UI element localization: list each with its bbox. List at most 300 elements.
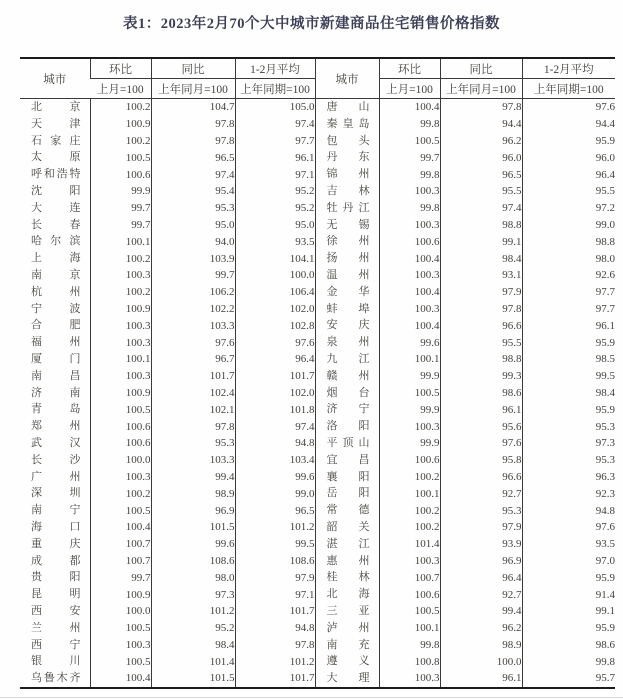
city-name: 泸 州 — [326, 621, 370, 634]
table-title: 表1：2023年2月70个大中城市新建商品住宅销售价格指数 — [123, 16, 500, 32]
city-cell-right — [315, 267, 379, 284]
mom-value-left: 100.9 — [90, 385, 151, 402]
header-row-1 — [20, 58, 615, 79]
avg-value-right: 97.3 — [522, 435, 615, 452]
table-row — [20, 351, 615, 368]
city-name: 南 宁 — [31, 504, 81, 517]
avg-value-right: 98.8 — [522, 233, 615, 250]
avg-value-right: 97.7 — [522, 284, 615, 301]
yoy-value-right: 97.8 — [440, 301, 522, 318]
yoy-value-right: 95.8 — [440, 452, 522, 469]
mom-value-right: 100.3 — [379, 301, 440, 318]
mom-value-right: 100.3 — [379, 553, 440, 570]
city-cell-right — [315, 401, 379, 418]
city-cell-left — [20, 233, 90, 250]
yoy-value-left: 104.7 — [151, 99, 235, 116]
mom-value-left: 100.0 — [90, 452, 151, 469]
yoy-value-left: 98.9 — [151, 485, 235, 502]
header-city-right: 城市 — [315, 58, 379, 99]
yoy-value-left: 95.3 — [151, 435, 235, 452]
avg-value-left: 101.2 — [235, 519, 315, 536]
city-cell-left — [20, 485, 90, 502]
avg-value-left: 103.4 — [235, 452, 315, 469]
city-name: 重 庆 — [31, 537, 81, 550]
yoy-value-left: 102.1 — [151, 401, 235, 418]
yoy-value-left: 95.3 — [151, 200, 235, 217]
mom-value-left: 100.2 — [90, 250, 151, 267]
mom-value-left: 100.5 — [90, 401, 151, 418]
city-name: 无 锡 — [326, 218, 370, 231]
mom-value-right: 100.2 — [379, 469, 440, 486]
city-cell-left — [20, 368, 90, 385]
city-cell-left — [20, 452, 90, 469]
header-avg-base-left: 上年同期=100 — [235, 79, 315, 99]
mom-value-right: 100.4 — [379, 284, 440, 301]
avg-value-right: 99.5 — [522, 368, 615, 385]
yoy-value-right: 97.9 — [440, 284, 522, 301]
mom-value-left: 99.7 — [90, 217, 151, 234]
yoy-value-right: 93.1 — [440, 267, 522, 284]
city-name: 北 京 — [31, 101, 81, 113]
yoy-value-right: 96.1 — [440, 401, 522, 418]
city-cell-left — [20, 217, 90, 234]
city-name: 石 家 庄 — [31, 134, 81, 147]
table-row — [20, 183, 615, 200]
yoy-value-right: 96.0 — [440, 149, 522, 166]
city-name: 宁 波 — [31, 302, 81, 315]
mom-value-right: 99.9 — [379, 401, 440, 418]
city-name: 赣 州 — [326, 369, 370, 382]
yoy-value-right: 96.2 — [440, 133, 522, 150]
avg-value-left: 94.8 — [235, 620, 315, 637]
mom-value-right: 100.3 — [379, 267, 440, 284]
table-row — [20, 637, 615, 654]
avg-value-left: 95.2 — [235, 200, 315, 217]
mom-value-right: 99.8 — [379, 200, 440, 217]
city-name: 桂 林 — [326, 571, 370, 584]
mom-value-left: 100.2 — [90, 284, 151, 301]
yoy-value-left: 101.7 — [151, 368, 235, 385]
mom-value-right: 100.4 — [379, 99, 440, 116]
avg-value-left: 97.8 — [235, 637, 315, 654]
yoy-value-right: 95.5 — [440, 183, 522, 200]
yoy-value-left: 103.9 — [151, 250, 235, 267]
avg-value-left: 104.1 — [235, 250, 315, 267]
city-name: 长 春 — [31, 218, 81, 231]
header-yoy-base-left: 上年同月=100 — [151, 79, 235, 99]
yoy-value-left: 99.7 — [151, 267, 235, 284]
city-name: 兰 州 — [31, 621, 81, 634]
yoy-value-left: 103.3 — [151, 452, 235, 469]
city-name: 蚌 埠 — [326, 302, 370, 315]
city-cell-left — [20, 502, 90, 519]
city-name: 厦 门 — [31, 352, 81, 365]
city-cell-left — [20, 653, 90, 670]
table-row — [20, 233, 615, 250]
avg-value-right: 97.2 — [522, 200, 615, 217]
yoy-value-right: 95.5 — [440, 334, 522, 351]
mom-value-left: 99.7 — [90, 200, 151, 217]
avg-value-left: 99.0 — [235, 485, 315, 502]
mom-value-right: 99.8 — [379, 166, 440, 183]
city-cell-right — [315, 637, 379, 654]
yoy-value-left: 94.0 — [151, 233, 235, 250]
avg-value-right: 95.3 — [522, 418, 615, 435]
avg-value-left: 93.5 — [235, 233, 315, 250]
yoy-value-left: 96.9 — [151, 502, 235, 519]
city-cell-left — [20, 435, 90, 452]
city-cell-right — [315, 166, 379, 183]
yoy-value-right: 97.9 — [440, 519, 522, 536]
table-row — [20, 653, 615, 670]
avg-value-right: 95.9 — [522, 401, 615, 418]
yoy-value-left: 106.2 — [151, 284, 235, 301]
avg-value-right: 99.8 — [522, 653, 615, 670]
avg-value-right: 95.9 — [522, 334, 615, 351]
city-name: 济 宁 — [326, 403, 370, 416]
mom-value-left: 100.5 — [90, 502, 151, 519]
yoy-value-right: 94.4 — [440, 116, 522, 133]
table-row — [20, 301, 615, 318]
avg-value-left: 105.0 — [235, 99, 315, 116]
yoy-value-left: 101.2 — [151, 603, 235, 620]
yoy-value-right: 95.6 — [440, 418, 522, 435]
city-cell-right — [315, 469, 379, 486]
yoy-value-right: 100.0 — [440, 653, 522, 670]
city-name: 徐 州 — [326, 235, 370, 248]
mom-value-left: 100.4 — [90, 519, 151, 536]
city-cell-right — [315, 284, 379, 301]
city-name: 烟 台 — [326, 386, 370, 399]
city-cell-left — [20, 284, 90, 301]
city-cell-left — [20, 401, 90, 418]
city-cell-right — [315, 452, 379, 469]
mom-value-left: 100.5 — [90, 653, 151, 670]
city-name: 郑 州 — [31, 420, 81, 433]
mom-value-left: 100.3 — [90, 334, 151, 351]
city-cell-left — [20, 334, 90, 351]
avg-value-left: 97.6 — [235, 334, 315, 351]
table-row — [20, 553, 615, 570]
table-row — [20, 116, 615, 133]
city-name: 秦 皇 岛 — [326, 117, 370, 130]
city-name: 平 顶 山 — [326, 436, 370, 449]
city-cell-right — [315, 149, 379, 166]
city-name: 襄 阳 — [326, 470, 370, 483]
city-cell-right — [315, 133, 379, 150]
city-name: 洛 阳 — [326, 420, 370, 433]
table-row — [20, 368, 615, 385]
city-cell-left — [20, 250, 90, 267]
yoy-value-left: 96.7 — [151, 351, 235, 368]
avg-value-right: 96.4 — [522, 166, 615, 183]
header-yoy-right: 同比 — [440, 58, 522, 79]
table-row — [20, 385, 615, 402]
city-name: 合 肥 — [31, 319, 81, 332]
city-name: 福 州 — [31, 336, 81, 349]
city-cell-left — [20, 200, 90, 217]
city-cell-left — [20, 469, 90, 486]
yoy-value-left: 97.4 — [151, 166, 235, 183]
avg-value-right: 97.7 — [522, 301, 615, 318]
avg-value-right: 97.6 — [522, 519, 615, 536]
city-cell-right — [315, 233, 379, 250]
mom-value-right: 100.2 — [379, 502, 440, 519]
mom-value-right: 99.8 — [379, 116, 440, 133]
city-name: 惠 州 — [326, 554, 370, 567]
mom-value-left: 100.3 — [90, 368, 151, 385]
city-cell-left — [20, 166, 90, 183]
city-name: 安 庆 — [326, 319, 370, 332]
avg-value-right: 98.0 — [522, 250, 615, 267]
avg-value-right: 97.6 — [522, 99, 615, 116]
avg-value-left: 96.1 — [235, 149, 315, 166]
table-row — [20, 317, 615, 334]
avg-value-right: 94.8 — [522, 502, 615, 519]
city-name: 泉 州 — [326, 336, 370, 349]
mom-value-right: 100.4 — [379, 317, 440, 334]
mom-value-left: 100.7 — [90, 553, 151, 570]
city-cell-right — [315, 653, 379, 670]
yoy-value-left: 97.3 — [151, 586, 235, 603]
city-name: 太 原 — [31, 151, 81, 164]
avg-value-right: 92.3 — [522, 485, 615, 502]
city-name: 西 安 — [31, 604, 81, 617]
mom-value-left: 100.3 — [90, 317, 151, 334]
mom-value-right: 100.3 — [379, 418, 440, 435]
city-name: 济 南 — [31, 386, 81, 399]
city-cell-left — [20, 620, 90, 637]
avg-value-right: 99.0 — [522, 217, 615, 234]
yoy-value-right: 98.6 — [440, 385, 522, 402]
mom-value-left: 100.2 — [90, 99, 151, 116]
city-cell-left — [20, 418, 90, 435]
mom-value-right: 100.2 — [379, 519, 440, 536]
table-row — [20, 452, 615, 469]
city-name: 大 连 — [31, 201, 81, 214]
avg-value-left: 96.4 — [235, 351, 315, 368]
table-row — [20, 267, 615, 284]
city-name: 九 江 — [326, 352, 370, 365]
yoy-value-right: 92.7 — [440, 485, 522, 502]
header-mom-base-right: 上月=100 — [379, 79, 440, 99]
avg-value-left: 106.4 — [235, 284, 315, 301]
yoy-value-right: 98.4 — [440, 250, 522, 267]
mom-value-left: 100.5 — [90, 149, 151, 166]
mom-value-left: 100.3 — [90, 637, 151, 654]
avg-value-left: 101.8 — [235, 401, 315, 418]
avg-value-right: 95.9 — [522, 133, 615, 150]
mom-value-right: 100.3 — [379, 183, 440, 200]
avg-value-left: 97.7 — [235, 133, 315, 150]
mom-value-right: 100.8 — [379, 653, 440, 670]
table-row — [20, 435, 615, 452]
yoy-value-left: 95.2 — [151, 620, 235, 637]
header-avg-left: 1-2月平均 — [235, 58, 315, 79]
city-cell-left — [20, 603, 90, 620]
city-name: 常 德 — [326, 504, 370, 517]
table-row — [20, 620, 615, 637]
mom-value-left: 100.6 — [90, 166, 151, 183]
avg-value-right: 94.4 — [522, 116, 615, 133]
mom-value-right: 100.5 — [379, 385, 440, 402]
avg-value-right: 98.5 — [522, 351, 615, 368]
avg-value-left: 95.2 — [235, 183, 315, 200]
city-cell-right — [315, 603, 379, 620]
mom-value-left: 100.5 — [90, 620, 151, 637]
city-name: 广 州 — [31, 470, 81, 483]
avg-value-right: 91.4 — [522, 586, 615, 603]
city-name: 西 宁 — [31, 638, 81, 651]
avg-value-left: 101.7 — [235, 603, 315, 620]
avg-value-right: 95.3 — [522, 452, 615, 469]
yoy-value-left: 101.5 — [151, 519, 235, 536]
city-cell-left — [20, 569, 90, 586]
city-name: 沈 阳 — [31, 184, 81, 197]
mom-value-right: 99.6 — [379, 334, 440, 351]
mom-value-left: 100.4 — [90, 670, 151, 688]
city-cell-left — [20, 385, 90, 402]
city-name: 南 昌 — [31, 369, 81, 382]
city-cell-left — [20, 267, 90, 284]
city-name: 杭 州 — [31, 285, 81, 298]
city-cell-right — [315, 385, 379, 402]
yoy-value-left: 97.8 — [151, 116, 235, 133]
mom-value-left: 100.2 — [90, 485, 151, 502]
yoy-value-left: 95.4 — [151, 183, 235, 200]
avg-value-left: 108.6 — [235, 553, 315, 570]
avg-value-left: 100.0 — [235, 267, 315, 284]
yoy-value-left: 98.4 — [151, 637, 235, 654]
avg-value-right: 96.0 — [522, 149, 615, 166]
avg-value-left: 97.9 — [235, 569, 315, 586]
table-row — [20, 99, 615, 116]
avg-value-right: 96.3 — [522, 469, 615, 486]
city-name: 乌 鲁 木 齐 — [31, 672, 81, 685]
mom-value-right: 100.1 — [379, 351, 440, 368]
city-cell-right — [315, 317, 379, 334]
mom-value-right: 99.9 — [379, 368, 440, 385]
city-name: 呼 和 浩 特 — [31, 168, 81, 181]
yoy-value-right: 98.8 — [440, 351, 522, 368]
avg-value-right: 95.7 — [522, 670, 615, 688]
mom-value-right: 100.3 — [379, 217, 440, 234]
city-name: 大 理 — [326, 672, 370, 685]
yoy-value-left: 98.0 — [151, 569, 235, 586]
mom-value-left: 100.6 — [90, 418, 151, 435]
yoy-value-right: 99.3 — [440, 368, 522, 385]
city-cell-right — [315, 569, 379, 586]
table-body — [20, 99, 615, 688]
yoy-value-left: 103.3 — [151, 317, 235, 334]
mom-value-left: 100.2 — [90, 133, 151, 150]
mom-value-left: 100.0 — [90, 603, 151, 620]
mom-value-left: 100.9 — [90, 116, 151, 133]
city-name: 深 圳 — [31, 487, 81, 500]
city-cell-right — [315, 250, 379, 267]
city-cell-left — [20, 670, 90, 688]
city-name: 金 华 — [326, 285, 370, 298]
avg-value-left: 101.7 — [235, 670, 315, 688]
mom-value-left: 100.9 — [90, 586, 151, 603]
table-row — [20, 670, 615, 688]
table-row — [20, 250, 615, 267]
mom-value-left: 99.9 — [90, 183, 151, 200]
city-cell-right — [315, 334, 379, 351]
table-row — [20, 519, 615, 536]
yoy-value-right: 96.6 — [440, 469, 522, 486]
price-index-table — [20, 57, 615, 689]
avg-value-left: 97.4 — [235, 418, 315, 435]
city-cell-right — [315, 99, 379, 116]
yoy-value-right: 97.6 — [440, 435, 522, 452]
mom-value-right: 99.8 — [379, 637, 440, 654]
city-name: 南 充 — [326, 638, 370, 651]
mom-value-right: 100.5 — [379, 603, 440, 620]
avg-value-left: 99.6 — [235, 469, 315, 486]
city-name: 贵 阳 — [31, 571, 81, 584]
mom-value-right: 100.6 — [379, 586, 440, 603]
city-name: 青 岛 — [31, 403, 81, 416]
avg-value-left: 102.0 — [235, 301, 315, 318]
city-cell-right — [315, 183, 379, 200]
mom-value-right: 100.1 — [379, 485, 440, 502]
yoy-value-right: 97.4 — [440, 200, 522, 217]
city-name: 遵 义 — [326, 655, 370, 668]
avg-value-left: 97.4 — [235, 116, 315, 133]
city-name: 海 口 — [31, 520, 81, 533]
header-mom-base-left: 上月=100 — [90, 79, 151, 99]
mom-value-right: 101.4 — [379, 536, 440, 553]
yoy-value-right: 96.1 — [440, 670, 522, 688]
city-cell-left — [20, 553, 90, 570]
city-name: 岳 阳 — [326, 487, 370, 500]
avg-value-right: 98.4 — [522, 385, 615, 402]
city-name: 扬 州 — [326, 252, 370, 265]
city-cell-left — [20, 586, 90, 603]
avg-value-left: 101.2 — [235, 653, 315, 670]
avg-value-left: 95.0 — [235, 217, 315, 234]
avg-value-right: 99.1 — [522, 603, 615, 620]
city-cell-left — [20, 317, 90, 334]
city-name: 昆 明 — [31, 588, 81, 601]
city-cell-right — [315, 519, 379, 536]
city-cell-right — [315, 301, 379, 318]
yoy-value-right: 97.8 — [440, 99, 522, 116]
mom-value-right: 100.6 — [379, 233, 440, 250]
yoy-value-right: 96.4 — [440, 569, 522, 586]
yoy-value-left: 102.4 — [151, 385, 235, 402]
avg-value-left: 97.1 — [235, 166, 315, 183]
city-cell-right — [315, 670, 379, 688]
table-row — [20, 166, 615, 183]
mom-value-left: 100.3 — [90, 267, 151, 284]
yoy-value-right: 95.3 — [440, 502, 522, 519]
city-cell-right — [315, 485, 379, 502]
table-row — [20, 569, 615, 586]
city-cell-right — [315, 553, 379, 570]
city-cell-right — [315, 586, 379, 603]
yoy-value-right: 99.1 — [440, 233, 522, 250]
city-cell-right — [315, 435, 379, 452]
table-row — [20, 418, 615, 435]
city-name: 吉 林 — [326, 184, 370, 197]
mom-value-left: 100.1 — [90, 351, 151, 368]
city-name: 哈 尔 滨 — [31, 235, 81, 248]
table-row — [20, 536, 615, 553]
city-cell-left — [20, 149, 90, 166]
header-mom-right: 环比 — [379, 58, 440, 79]
